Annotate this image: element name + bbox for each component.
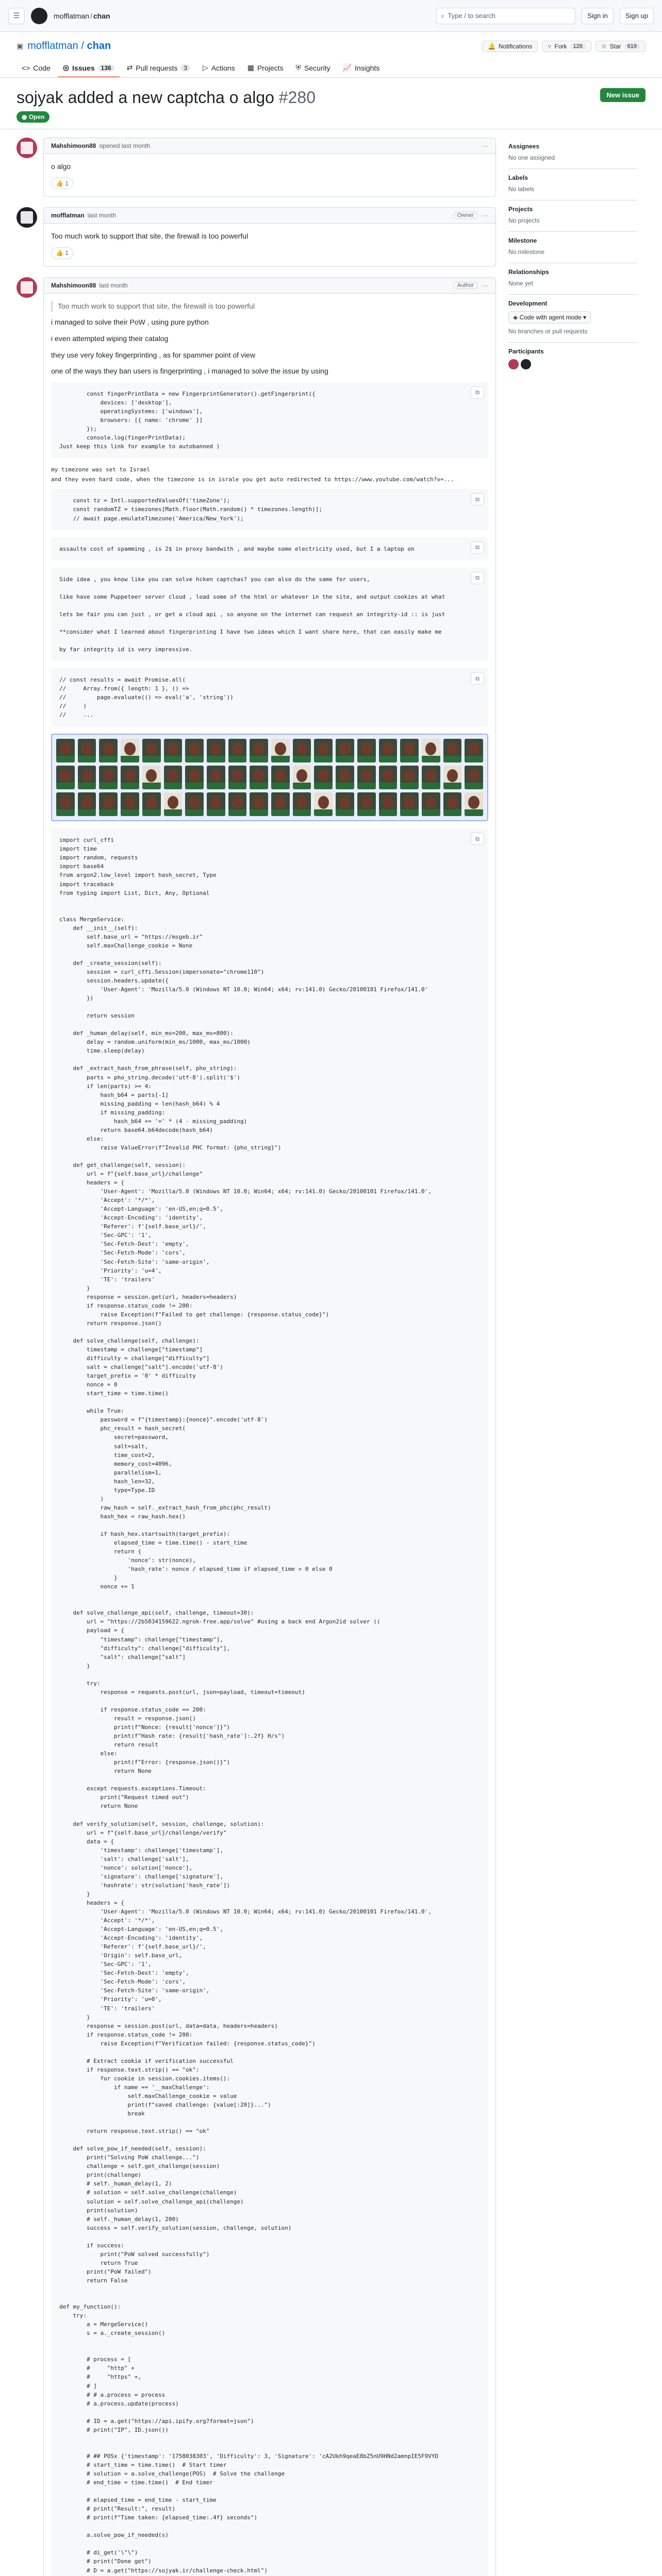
comment-text: one of the ways they ban users is fingerprinting , i managed to solve the issue by using xyxy=(51,367,328,376)
copy-icon[interactable]: ⧉ xyxy=(471,493,484,505)
sign-up-button[interactable]: Sign up xyxy=(620,8,654,24)
repo-link[interactable]: chan xyxy=(93,11,110,20)
issue-title-text: sojyak added a new captcha o algo xyxy=(16,88,274,107)
comment-author[interactable]: mofflatman xyxy=(51,212,85,219)
captcha-tile xyxy=(228,792,247,816)
captcha-tile xyxy=(271,739,290,762)
captcha-tile xyxy=(422,792,440,816)
comment-box xyxy=(43,138,496,197)
search-icon: ⌕ xyxy=(441,11,445,20)
code-block xyxy=(51,382,488,458)
graph-icon: 📈 xyxy=(342,63,352,72)
section-title: Participants xyxy=(508,348,544,355)
tab-label: Actions xyxy=(211,63,235,72)
notifications-button[interactable] xyxy=(482,41,538,52)
captcha-tile xyxy=(142,766,161,789)
section-title: Labels xyxy=(508,174,528,181)
shield-icon: ⛨ xyxy=(295,63,302,72)
captcha-screenshot-image[interactable] xyxy=(51,734,488,821)
comment-item xyxy=(16,207,496,266)
repo-icon: ▣ xyxy=(16,42,24,50)
captcha-tile xyxy=(250,739,268,762)
comment-author[interactable]: Mahshimoon88 xyxy=(51,281,96,289)
comment-text: i managed to solve their PoW , using pure python xyxy=(51,318,209,327)
comment-author[interactable]: Mahshimoon88 xyxy=(51,142,96,149)
captcha-tile xyxy=(78,792,96,816)
bell-icon: 🔔 xyxy=(487,42,495,50)
code-text: assaulte cost of spamming , is 2$ in proxy bandwith , and maybe some electricity used, but I a laptop on xyxy=(59,545,415,552)
section-value: No labels xyxy=(508,185,535,193)
table-icon: ▦ xyxy=(247,63,254,72)
timeline xyxy=(16,129,496,2576)
role-badge: Owner xyxy=(453,212,478,219)
code-text: import curl_cffi import time import random, requests import base64 from argon2.low_level import hash_secret, Type import traceback from typing import List, Dict, Any, Optional class MergeService: def __init__(self): self.base_url = "https://msgeb.ir" self.maxChallenge_cookie = None def _create_session(self): session = curl_cffi.Session(impersonate="chrome110") session.headers.update({ 'User-Agent': 'Mozilla/5.0 (Windows NT 10.0; Win64; x64; rv:141.0) Gecko/20100101 Firefox/141.0' }) return session def _human_delay(self, min_ms=200, max_ms=800): delay = random.uniform(min_ms/1000, max_ms/1000) time.sleep(delay) def _extract_hash_from_phrase(self, pho_string): parts = pho_string.decode('utf-8').split('$') if len(parts) >= 4: hash_b64 = parts[-1] missing_padding = len(hash_b64) % 4 if missing_padding: hash_b64 += '=' * (4 - missing_padding) return base64.b64decode(hash_b64) else: raise ValueError(f"Invalid PHC format: {pho_string}") def get_challenge(self, session): url = f"{self.base_url}/challenge" headers = { 'User-Agent': 'Mozilla/5.0 (Windows NT 10.0; Win64; x64; rv:141.0) Gecko/20100101 Firefox/141.0', 'Accept': '*/*', 'Accept-Language': 'en-US,en;q=0.5', 'Accept-Encoding': 'identity', 'Referer': f'{self.base_url}/', 'Sec-GPC': '1', 'Sec-Fetch-Dest': 'empty', 'Sec-Fetch-Mode': 'cors', 'Sec-Fetch-Site': 'same-origin', 'Priority': 'u=4', 'TE': 'trailers' } response = session.get(url, headers=headers) if response.status_code != 200: raise Exception(f"Failed to get challenge: {response.status_code}") return response.json() def solve_challenge(self, challenge): timestamp = challenge["timestamp"] difficulty = challenge["difficulty"] salt = challenge["salt"].encode('utf-8') target_prefix = '0' * difficulty nonce = 0 start_time = time.time() while True: password = f"{timestamp}:{nonce}".encode('utf-8') phc_result = hash_secret( secret=password, salt=salt, time_cost=2, memory_cost=4096, parallelism=1, hash_len=32, type=Type.ID ) raw_hash = self._extract_hash_from_phc(phc_result) hash_hex = raw_hash.hex() if hash_hex.startswith(target_prefix): elapsed_time = time.time() - start_time return { 'nonce': str(nonce), 'hash_rate': nonce / elapsed_time if elapsed_time > 0 else 0 } nonce += 1 def solve_challenge_api(self, challenge, timeout=30): url = "https://2b5034159622.ngrok-free.app/solve" #using a back end Argon2id solver (( payload = { "timestamp": challenge["timestamp"], "difficulty": challenge["difficulty"], "salt": challenge["salt"] } try: response = requests.post(url, json=payload, timeout=timeout) if response.status_code == 200: result = response.json() print(f"Nonce: {result['nonce']}") print(f"Hash rate: {result['hash_rate']:.2f} H/s") return result else: print(f"Error: {response.json()}") return None except requests.exceptions.Timeout: print("Request timed out") return None def verify_solution(self, session, challenge, solution): url = f"{self.base_url}/challenge/verify" data = { 'timestamp': challenge['timestamp'], 'salt': challenge['salt'], 'nonce': solution['nonce'], 'signature': challenge['signature'], 'hashrate': str(solution['hash_rate']) } headers = { 'User-Agent': 'Mozilla/5.0 (Windows NT 10.0; Win64; x64; rv:141.0) Gecko/20100101 Firefox/141.0', 'Accept': '*/*', 'Accept-Language': 'en-US,en;q=0.5', 'Accept-Encoding': 'identity', 'Referer': f'{self.base_url}/', 'Origin': self.base_url, 'Sec-GPC': '1', 'Sec-Fetch-Dest': 'empty', 'Sec-Fetch-Mode': 'cors', 'Sec-Fetch-Site': 'same-origin', 'Priority': 'u=0', 'TE': 'trailers' } response = session.post(url, data=data, headers=headers) if response.status_code != 200: raise Exception(f"Verification failed: {response.status_code}") # Extract cookie if verification successful if response.text.strip() == "ok": for cookie in session.cookies.items(): if name == '__maxChallenge': self.maxChallenge_cookie = value print(f"saved challenge: {value[:20]}...") break return response.text.strip() == "ok" def solve_pow_if_needed(self, session): print("Solving PoW challenge...") challenge = self.get_challenge(session) print(challenge) # self._human_delay(1, 2) # solution = self.solve_challenge(challenge) solution = self.solve_challenge_api(challenge) print(solution) # self._human_delay(1, 200) success = self.verify_solution(session, challenge, solution) if success: print("PoW solved successfully") return True print("PoW failed") return False def my_function(): try: a = MergeService() s = a._create_session() # process = [ # "http" + # "https" +, # ] # # a.process = process # a.process.update(process) # ID = a.get("https://api.ipify.org?format=json") # print("IP", ID.json()) # ## POSx {'timestamp': '1758038303', 'Difficulty': 3, 'Signature': 'cA2Ukh9qeaE8bZ5nU9HNd2amnpIE5F9VYD # start_time = time.time() # Start timer # solution = a.solve_challenge(POS) # Solve the challenge # end_time = time.time() # End timer # elapsed_time = end_time - start_time # print("Result:", result) # print(f"Time taken: {elapsed_time:.4f} seconds") a.solve_pow_if_needed(s) # di_get('\"\") # print("Done get") # D = a.get("https://sojyak.ir/challenge-check.html") xyxy=(59,837,439,2574)
notifications-label: Notifications xyxy=(498,42,533,50)
section-value: No projects xyxy=(508,217,540,224)
captcha-tile xyxy=(443,766,462,789)
fork-icon: ⑂ xyxy=(548,42,552,50)
captcha-tile xyxy=(56,792,75,816)
labels-section xyxy=(508,169,637,200)
captcha-tile xyxy=(422,739,440,762)
code-block xyxy=(51,668,488,726)
code-icon: <> xyxy=(22,63,30,72)
section-value: No milestone xyxy=(508,248,545,256)
development-section xyxy=(508,295,637,343)
code-with-agent-button[interactable]: ◈ Code with agent mode ▾ xyxy=(508,311,591,324)
captcha-tile xyxy=(400,766,419,789)
captcha-tile xyxy=(271,766,290,789)
tab-code[interactable] xyxy=(16,59,56,77)
captcha-tile xyxy=(164,766,183,789)
more-options-icon[interactable]: ··· xyxy=(482,212,488,219)
captcha-tile xyxy=(336,792,354,816)
status-badge: ◉ Open xyxy=(16,111,49,123)
comment-header xyxy=(44,278,495,294)
repo-title: mofflatman / chan xyxy=(27,40,111,52)
relationships-section xyxy=(508,263,637,295)
tab-label: Security xyxy=(304,63,330,72)
captcha-tile xyxy=(250,766,268,789)
captcha-tile xyxy=(271,792,290,816)
captcha-tile xyxy=(293,792,311,816)
captcha-tile xyxy=(357,792,376,816)
captcha-tile xyxy=(357,766,376,789)
captcha-tile xyxy=(379,766,398,789)
code-block xyxy=(51,489,488,530)
repo-owner-link[interactable]: mofflatman xyxy=(27,40,78,52)
comment-action: last month xyxy=(87,212,117,219)
star-icon: ☆ xyxy=(601,42,607,50)
captcha-tile xyxy=(99,739,118,762)
captcha-tile xyxy=(207,739,225,762)
code-block xyxy=(51,568,488,661)
captcha-tile xyxy=(185,766,204,789)
section-title: Milestone xyxy=(508,237,537,244)
tab-label: Insights xyxy=(355,63,380,72)
captcha-tile xyxy=(400,739,419,762)
captcha-tile xyxy=(99,766,118,789)
captcha-tile xyxy=(465,739,483,762)
captcha-tile xyxy=(443,792,462,816)
captcha-grid xyxy=(56,739,483,816)
captcha-tile xyxy=(164,739,183,762)
comment-header xyxy=(44,138,495,154)
captcha-tile xyxy=(443,739,462,762)
captcha-tile xyxy=(56,766,75,789)
captcha-tile xyxy=(56,739,75,762)
comment-text: they use very fokey fingerprinting , as for spammer point of view xyxy=(51,350,256,359)
more-options-icon[interactable]: ··· xyxy=(482,281,488,289)
code-text: // const results = await Promise.all( // Array.from({ length: 1 }, () => // page.evaluate(() => eval('a', 'string')) // ) // ... xyxy=(59,676,234,719)
tab-pull-requests[interactable] xyxy=(122,59,195,77)
tab-label: Issues xyxy=(72,63,95,72)
new-issue-button[interactable]: New issue xyxy=(600,88,646,102)
issue-title xyxy=(16,88,316,107)
avatar[interactable] xyxy=(16,277,37,298)
status-label: Open xyxy=(28,113,45,121)
comment-action: last month xyxy=(99,281,128,289)
captcha-tile xyxy=(121,739,139,762)
section-title: Projects xyxy=(508,206,533,213)
copy-icon[interactable]: ⧉ xyxy=(471,386,484,399)
captcha-tile xyxy=(336,766,354,789)
captcha-tile xyxy=(314,792,333,816)
fork-label: Fork xyxy=(554,42,567,50)
star-button[interactable] xyxy=(595,41,646,52)
pull-request-icon: ⇄ xyxy=(126,63,133,72)
copy-icon[interactable]: ⧉ xyxy=(471,541,484,554)
repo-name-link[interactable]: chan xyxy=(87,40,111,52)
captcha-tile xyxy=(121,766,139,789)
avatar[interactable] xyxy=(508,359,519,369)
comment-box xyxy=(43,207,496,266)
captcha-tile xyxy=(207,792,225,816)
copy-icon[interactable]: ⧉ xyxy=(471,833,484,845)
section-value: No branches or pull requests xyxy=(508,328,588,335)
tab-label: Pull requests xyxy=(136,63,178,72)
captcha-tile xyxy=(78,739,96,762)
tab-label: Projects xyxy=(257,63,284,72)
blockquote: Too much work to support that site, the firewall is too powerful xyxy=(51,301,488,312)
code-block xyxy=(51,537,488,561)
button-label: Code with agent mode xyxy=(519,314,582,321)
captcha-tile xyxy=(121,792,139,816)
captcha-tile xyxy=(293,739,311,762)
captcha-tile xyxy=(379,739,398,762)
repo-tabs xyxy=(16,59,646,77)
reaction-button[interactable]: 👍 1 xyxy=(51,178,73,190)
owner-link[interactable]: mofflatman xyxy=(54,11,89,20)
code-block xyxy=(51,828,488,2576)
star-label: Star xyxy=(609,42,621,50)
captcha-tile xyxy=(228,766,247,789)
comment-box xyxy=(43,277,496,2576)
avatar[interactable] xyxy=(521,359,531,369)
tab-issues[interactable] xyxy=(58,59,120,77)
copilot-icon: ◈ xyxy=(513,314,520,321)
search-placeholder: Type / to search xyxy=(448,12,495,20)
comment-item xyxy=(16,277,496,2576)
reaction-button[interactable]: 👍 1 xyxy=(51,247,73,259)
captcha-tile xyxy=(465,792,483,816)
section-value: No one assigned xyxy=(508,154,555,161)
captcha-tile xyxy=(185,792,204,816)
comment-text: Too much work to support that site, the firewall is too powerful xyxy=(51,232,249,241)
code-text: const fingerPrintData = new FingerprintGenerator().getFingerprint({ devices: ['desktop'], operatingSystems: ['windows'], browsers: [{ name: 'chrome' }] }); console.log(fingerPrintData); Just keep this link for example to autobanned ) xyxy=(59,391,316,450)
issue-sidebar xyxy=(508,129,637,2576)
issue-number: #280 xyxy=(278,88,316,107)
tab-label: Code xyxy=(33,63,51,72)
tab-actions[interactable] xyxy=(197,59,240,77)
section-value: None yet xyxy=(508,280,534,287)
captcha-tile xyxy=(228,739,247,762)
search-input[interactable] xyxy=(436,8,575,24)
captcha-tile xyxy=(164,792,183,816)
copy-icon[interactable]: ⧉ xyxy=(471,672,484,685)
section-title: Assignees xyxy=(508,143,540,150)
tab-projects[interactable] xyxy=(242,59,289,77)
tab-security[interactable] xyxy=(291,59,336,77)
code-text: Side idea , you know like you can solve hcken captchas? you can also do the same for users, like have some Puppeteer server cloud , load some of the html or whatever in the site, and output cookies at what lets be fair you can just , or get a cloud api , so anyone on the internet can request an integrity-id :: is just **consider what I learned about fingerprinting I have two ideas which I want share here, that can easily make me by far integrity id is very impressive. xyxy=(59,575,445,653)
menu-icon[interactable]: ☰ xyxy=(8,8,25,24)
tab-insights[interactable] xyxy=(338,59,385,77)
top-bar xyxy=(0,0,662,32)
comment-item xyxy=(16,138,496,197)
captcha-tile xyxy=(400,792,419,816)
more-options-icon[interactable]: ··· xyxy=(482,142,488,149)
copy-icon[interactable]: ⧉ xyxy=(471,572,484,584)
comment-header xyxy=(44,208,495,224)
repo-breadcrumb: mofflatman / chan xyxy=(54,11,110,20)
captcha-tile xyxy=(336,739,354,762)
tab-count: 136 xyxy=(98,64,114,72)
avatar[interactable] xyxy=(16,207,37,228)
captcha-tile xyxy=(250,792,268,816)
participants-section xyxy=(508,343,637,376)
captcha-tile xyxy=(142,792,161,816)
section-title: Relationships xyxy=(508,268,549,276)
repo-header xyxy=(0,32,662,78)
captcha-tile xyxy=(78,766,96,789)
captcha-tile xyxy=(314,739,333,762)
projects-section xyxy=(508,200,637,232)
issue-header xyxy=(0,78,662,129)
captcha-tile xyxy=(142,739,161,762)
github-logo-icon[interactable] xyxy=(31,8,47,24)
star-count: 619 xyxy=(624,43,640,49)
captcha-tile xyxy=(314,766,333,789)
captcha-tile xyxy=(379,792,398,816)
captcha-tile xyxy=(422,766,440,789)
fork-button[interactable] xyxy=(542,41,591,52)
comment-text: o algo xyxy=(51,162,71,171)
captcha-tile xyxy=(357,739,376,762)
captcha-tile xyxy=(185,739,204,762)
code-text: const tz = Intl.supportedValuesOf('timeZone'); const randomTZ = timezones[Math.floor(Math.random() * timezones.length)]; // await page.emulateTimezone('America/New_York'); xyxy=(73,497,322,522)
section-title: Development xyxy=(508,300,548,307)
role-badge: Author xyxy=(453,282,478,289)
fork-count: 126 xyxy=(570,43,586,49)
captcha-tile xyxy=(99,792,118,816)
captcha-tile xyxy=(293,766,311,789)
play-icon: ▷ xyxy=(203,63,208,72)
milestone-section xyxy=(508,232,637,263)
comment-text: i even attempted wiping their catalog xyxy=(51,334,169,343)
avatar[interactable] xyxy=(16,138,37,158)
tab-count: 3 xyxy=(180,64,190,72)
issue-icon: ◎ xyxy=(62,63,70,72)
sign-in-button[interactable]: Sign in xyxy=(582,8,614,24)
captcha-tile xyxy=(207,766,225,789)
comment-text: and they even hard code, when the timezone is in israle you get auto redirected to https://www.youtube.com/watch?v=... xyxy=(51,476,454,483)
comment-action: opened last month xyxy=(99,142,151,149)
comment-text: my timezone was set to Israel xyxy=(51,466,151,473)
assignees-section xyxy=(508,138,637,169)
captcha-tile xyxy=(465,766,483,789)
